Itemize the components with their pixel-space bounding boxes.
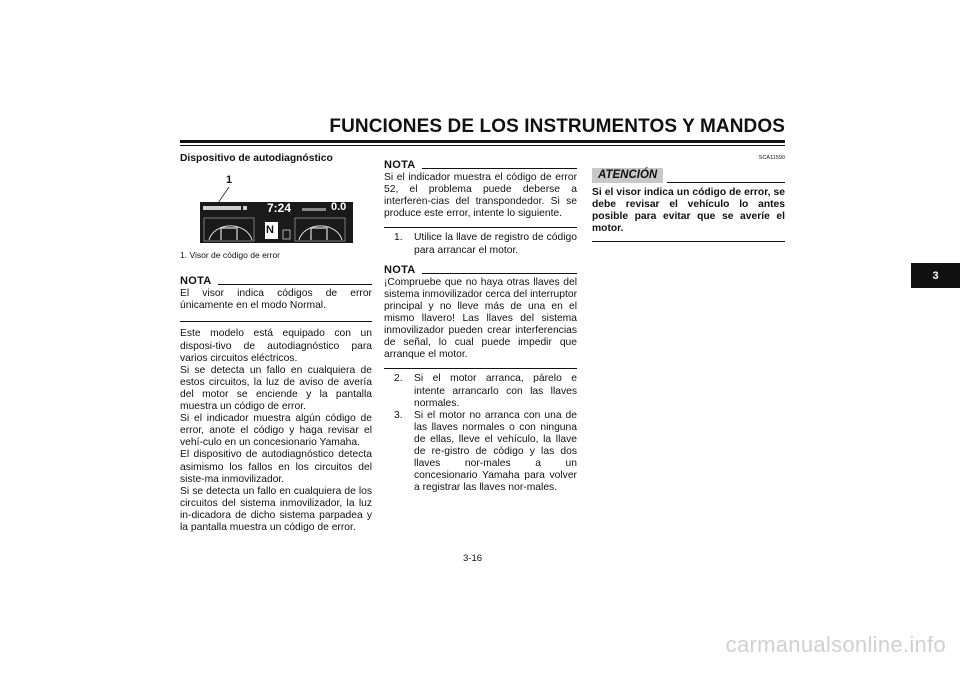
header-rule [180,140,785,143]
nota-label: NOTA [384,263,416,276]
atencion-text: Si el visor indica un código de error, se debe revisar el vehículo lo antes posible para evitar que se averíe el motor. [592,187,785,235]
figure-callout: 1 [226,174,233,187]
clock-readout: 7:24 [267,201,292,216]
list-item [384,373,577,409]
atencion-label: ATENCIÓN [592,168,663,183]
column-left [180,153,372,534]
atencion-rule [667,182,785,183]
chapter-tab: 3 [911,263,960,288]
list-number: 3. [394,409,403,421]
header-rule [180,145,785,146]
list-number: 2. [394,373,403,385]
list-item [384,410,577,495]
nota-header [384,159,577,171]
page-header-title: FUNCIONES DE LOS INSTRUMENTOS Y MANDOS [329,116,785,137]
watermark: carmanualsonline.info [725,632,946,657]
nota-text: ¡Compruebe que no haya otras llaves del sistema inmovilizador cerca del interruptor principal y no lleve más de una en el mismo llavero! Las llaves del sistema inmovilizador pueden crear interferencias de señal, lo cual puede impedir que arranque el motor. [384,276,577,361]
section-heading: Dispositivo de autodiagnóstico [180,153,333,164]
body-paragraph: Si se detecta un fallo en cualquiera de estos circuitos, la luz de aviso de avería del motor se enciende y la pantalla muestra un código de error. [180,364,372,413]
fuel-gauge-e-label: E [205,243,209,250]
temp-gauge-c-label: C [296,243,300,250]
list-text: Utilice la llave de registro de código para arrancar el motor. [414,232,577,256]
column-middle [384,159,577,494]
nota-label: NOTA [180,275,212,288]
list-text: Si el motor arranca, párelo e intente arrancarlo con las llaves normales. [414,373,577,409]
nota-rule [218,284,372,285]
body-paragraph: Este modelo está equipado con un disposi-tivo de autodiagnóstico para varios circuitos eléctricos. [180,328,372,364]
body-paragraph: El dispositivo de autodiagnóstico detecta asimismo los fallos en los circuitos del siste-ma inmovilizador. [180,449,372,485]
body-paragraph: Si se detecta un fallo en cualquiera de los circuitos del sistema inmovilizador, la luz in-dicadora de dicho sistema parpadea y la pantalla muestra un código de error. [180,485,372,533]
nota-text: El visor indica códigos de error únicamente en el modo Normal. [180,288,372,312]
odometer-readout: 0.0 [331,201,347,214]
fuel-gauge-f-label: F [248,243,252,250]
nota-end-rule [384,227,577,228]
nota-label: NOTA [384,159,416,171]
reference-code: SCA11590 [758,155,785,161]
nota-end-rule [384,368,577,369]
gear-indicator: N [266,224,274,237]
dashboard-figure [180,170,372,248]
temp-gauge-h-label: H [341,243,345,250]
nota-rule [422,168,577,169]
figure-caption: 1. Visor de código de error [180,250,281,261]
column-right [592,152,785,242]
nota-header [180,275,372,287]
atencion-end-rule [592,241,785,242]
body-paragraph: Si el indicador muestra algún código de error, anote el código y haga revisar el vehí-culo en un concesionario Yamaha. [180,413,372,449]
page-number: 3-16 [463,553,483,564]
nota-end-rule [180,321,372,322]
list-number: 1. [394,232,403,244]
atencion-header [592,168,785,183]
nota-header [384,264,577,276]
nota-rule [422,273,577,274]
nota-text: Si el indicador muestra el código de error 52, el problema puede deberse a interferen-cias del transpondedor. Si se produce este error, intente lo siguiente. [384,172,577,220]
list-item [384,232,577,256]
list-text: Si el motor no arranca con una de las llaves normales o con ninguna de ellas, lleve el vehículo, la llave de re-gistro de código y las dos llaves nor-males a un concesionario Yamaha para volver a registrar las llaves nor-males. [414,409,577,494]
